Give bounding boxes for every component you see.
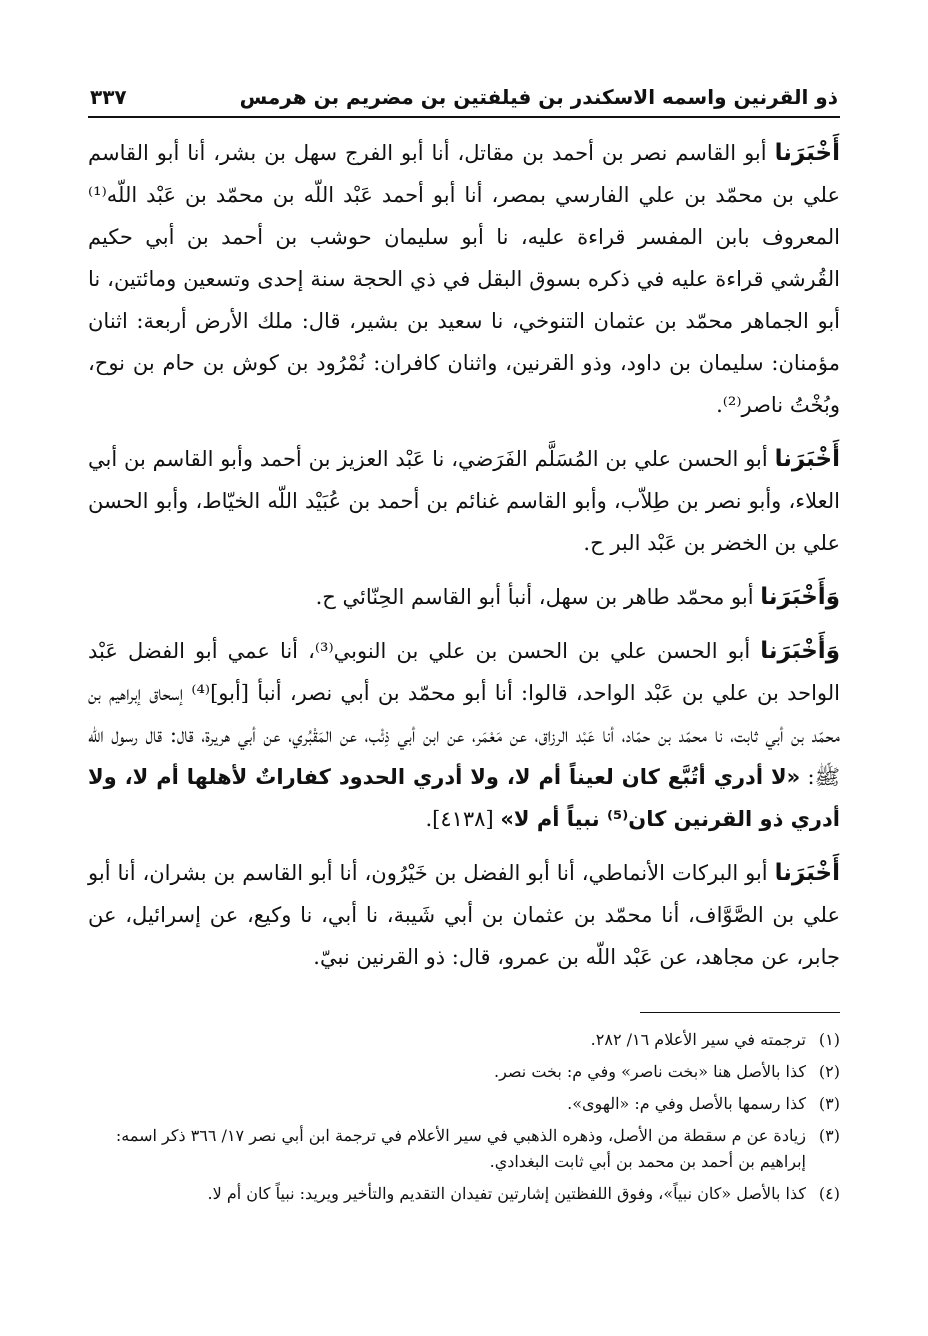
paragraph-5 xyxy=(88,852,840,978)
footnote-text: ترجمته في سير الأعلام ١٦/ ٢٨٢. xyxy=(590,1030,806,1049)
running-header xyxy=(88,84,840,116)
footnote-number: (٣) xyxy=(818,1094,840,1113)
paragraph-text: أبو البركات الأنماطي، أنا أبو الفضل بن خَيْرُون، أنا أبو القاسم بن بشران، أنا أبو علي بن الصَّوَّاف، أنا محمّد بن عثمان بن أبي شَيبة، نا أبي، نا وكيع، عن إسرائيل، عن جابر، عن مجاهد، عن عَبْد اللّه بن عمرو، قال: ذو القرنين نبيّ. xyxy=(88,861,840,969)
footnote xyxy=(88,1027,840,1053)
footnote xyxy=(88,1059,840,1085)
paragraph-lead: وَأَخْبَرَنا xyxy=(760,584,840,610)
paragraph-4 xyxy=(88,630,840,840)
hadith-quote: «لا أدري أتُبَّع كان لعيناً أم لا، ولا أدري الحدود كفاراتٌ لأهلها أم لا، ولا أدري ذو القرنين كان⁽⁵⁾ نبياً أم لا» xyxy=(88,765,840,831)
paragraph-text: أبو الحسن علي بن الحسن بن علي بن النوبي⁽³⁾، أنا عمي أبو الفضل عَبْد الواحد بن علي بن عَبْد الواحد، قالوا: أنا أبو محمّد بن أبي نصر، أنبأ [أبو]⁽⁴⁾ إسحاق إبراهيم بن محمّد بن أبي ثابت، نا محمّد بن حمّاد، أنا عَبْد الرزاق، عن مَعْمَر، عن ابن أبي ذِئْب، عن المَقْبُري، عن أبي هريرة، قال: قال رسول اللّه ﷺ: xyxy=(88,639,841,789)
paragraph-text: أبو محمّد طاهر بن سهل، أنبأ أبو القاسم الحِنّائي ح. xyxy=(315,585,754,609)
footnote-number: (٢) xyxy=(818,1062,840,1081)
footnote-text: زيادة عن م سقطة من الأصل، وذهره الذهبي في سير الأعلام في ترجمة ابن أبي نصر ١٧/ ٣٦٦ ذكر اسمه: إبراهيم بن أحمد بن محمد بن أبي ثابت البغدادي. xyxy=(115,1126,806,1171)
running-title: ذو القرنين واسمه الاسكندر بن فيلفتين بن مضريم بن هرمس xyxy=(239,85,838,109)
page-number: ٣٣٧ xyxy=(90,85,127,109)
paragraph-text: أبو القاسم نصر بن أحمد بن مقاتل، أنا أبو الفرج سهل بن بشر، أنا أبو القاسم علي بن محمّد بن علي الفارسي بمصر، أنا أبو أحمد عَبْد اللّه بن محمّد بن عَبْد اللّه⁽¹⁾ المعروف بابن المفسر قراءة عليه، نا أبو سليمان حوشب بن أحمد بن أبي حكيم القُرشي قراءة عليه في ذكره بسوق البقل في ذي الحجة سنة إحدى وتسعين ومائتين، نا أبو الجماهر محمّد بن عثمان التنوخي، نا سعيد بن بشير، قال: ملك الأرض أربعة: اثنان مؤمنان: سليمان بن داود، وذو القرنين، واثنان كافران: نُمْرُود بن كوش بن حام بن نوح، وبُخْتُ ناصر⁽²⁾. xyxy=(88,141,840,417)
paragraph-lead: وَأَخْبَرَنا xyxy=(760,638,840,664)
footnote-text: كذا بالأصل «كان نبياً»، وفوق اللفظتين إشارتين تفيدان التقديم والتأخير ويريد: نبياً كان أم لا. xyxy=(207,1184,806,1203)
header-rule xyxy=(88,116,840,118)
paragraph-lead: أَخْبَرَنا xyxy=(774,140,840,166)
paragraph-text: أبو الحسن علي بن المُسَلَّم الفَرَضي، نا عَبْد العزيز بن أحمد وأبو القاسم بن أبي العلاء، وأبو نصر بن طِلاّب، وأبو القاسم غنائم بن أحمد بن عُبَيْد اللّه الخيّاط، وأبو الحسن علي بن الخضر بن عَبْد البر ح. xyxy=(88,447,840,555)
footnote xyxy=(88,1181,840,1207)
paragraph-1 xyxy=(88,132,840,426)
footnote-number: (١) xyxy=(818,1030,840,1049)
hadith-number: [٤١٣٨]. xyxy=(425,807,494,831)
paragraph-lead: أَخْبَرَنا xyxy=(774,860,840,886)
footnote-text: كذا بالأصل هنا «بخت ناصر» وفي م: بخت نصر. xyxy=(494,1062,806,1081)
footnote xyxy=(88,1123,840,1175)
footnote-number: (٣) xyxy=(818,1126,840,1145)
footnote xyxy=(88,1091,840,1117)
footnote-number: (٤) xyxy=(818,1184,840,1203)
footnotes xyxy=(88,1027,840,1207)
footnote-text: كذا رسمها بالأصل وفي م: «الهوى». xyxy=(567,1094,806,1113)
main-text xyxy=(88,132,840,978)
paragraph-2 xyxy=(88,438,840,564)
paragraph-lead: أَخْبَرَنا xyxy=(774,446,840,472)
paragraph-3 xyxy=(88,576,840,618)
footnote-rule xyxy=(640,1012,840,1013)
